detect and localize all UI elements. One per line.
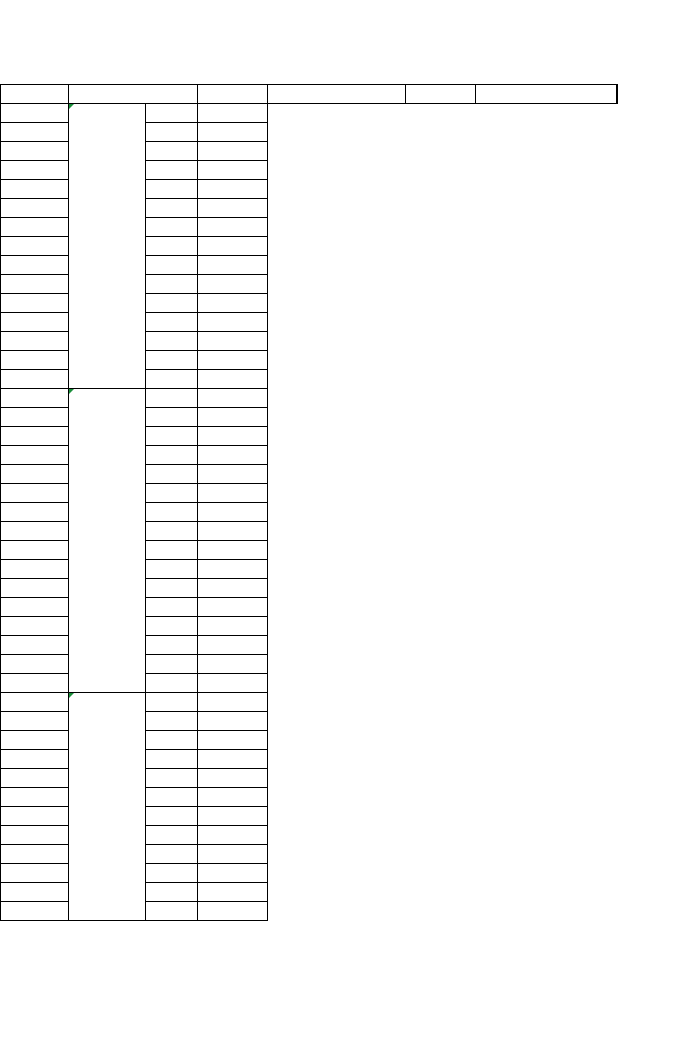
qty-cell — [198, 902, 268, 921]
item-name-cell — [1, 522, 69, 541]
qty-cell — [198, 826, 268, 845]
size-group-cell — [69, 389, 146, 693]
item-name-cell — [1, 541, 69, 560]
stock-table — [0, 84, 618, 921]
qty-cell — [198, 237, 268, 256]
qty-cell — [198, 712, 268, 731]
item-name-cell — [1, 104, 69, 123]
header-qty — [406, 85, 476, 104]
table-header-row — [1, 85, 618, 104]
spec-cell — [146, 902, 198, 921]
item-name-cell — [1, 199, 69, 218]
spec-cell — [146, 332, 198, 351]
qty-cell — [198, 218, 268, 237]
qty-cell — [198, 845, 268, 864]
spec-cell — [146, 408, 198, 427]
item-name-cell — [1, 256, 69, 275]
header-qty — [198, 85, 268, 104]
item-name-cell — [1, 598, 69, 617]
qty-cell — [198, 560, 268, 579]
item-name-cell — [1, 427, 69, 446]
header-name — [1, 85, 69, 104]
qty-cell — [198, 313, 268, 332]
item-name-cell — [1, 275, 69, 294]
item-name-cell — [1, 617, 69, 636]
spec-cell — [146, 389, 198, 408]
spec-cell — [146, 674, 198, 693]
item-name-cell — [1, 142, 69, 161]
header-spec — [268, 85, 406, 104]
spec-cell — [146, 788, 198, 807]
item-name-cell — [1, 161, 69, 180]
item-name-cell — [1, 503, 69, 522]
qty-cell — [198, 484, 268, 503]
spec-cell — [146, 712, 198, 731]
spec-cell — [146, 826, 198, 845]
qty-cell — [198, 503, 268, 522]
qty-cell — [198, 275, 268, 294]
spec-cell — [146, 750, 198, 769]
address-footer — [0, 1022, 680, 1058]
item-name-cell — [1, 351, 69, 370]
item-name-cell — [1, 446, 69, 465]
qty-cell — [198, 427, 268, 446]
qty-cell — [198, 351, 268, 370]
spec-cell — [146, 256, 198, 275]
size-group-cell — [69, 104, 146, 389]
qty-cell — [198, 142, 268, 161]
qty-cell — [198, 674, 268, 693]
spec-cell — [146, 617, 198, 636]
spec-cell — [146, 294, 198, 313]
qty-cell — [198, 370, 268, 389]
spec-cell — [146, 503, 198, 522]
cell-comment-marker — [69, 104, 74, 109]
qty-cell — [198, 199, 268, 218]
spec-cell — [146, 883, 198, 902]
spec-cell — [146, 218, 198, 237]
qty-cell — [198, 161, 268, 180]
item-name-cell — [1, 123, 69, 142]
cell-comment-marker — [69, 693, 74, 698]
header-spec — [69, 85, 198, 104]
qty-cell — [198, 598, 268, 617]
qty-cell — [198, 636, 268, 655]
spec-cell — [146, 199, 198, 218]
qty-cell — [198, 750, 268, 769]
header-qty — [617, 85, 618, 104]
qty-cell — [198, 617, 268, 636]
qty-cell — [198, 807, 268, 826]
qty-cell — [198, 693, 268, 712]
size-group-cell — [69, 693, 146, 921]
item-name-cell — [1, 826, 69, 845]
spec-cell — [146, 142, 198, 161]
item-name-cell — [1, 883, 69, 902]
table-row — [1, 104, 618, 123]
item-name-cell — [1, 731, 69, 750]
page-title — [0, 8, 680, 52]
spec-cell — [146, 123, 198, 142]
item-name-cell — [1, 864, 69, 883]
qty-cell — [198, 389, 268, 408]
qty-cell — [198, 465, 268, 484]
spec-cell — [146, 446, 198, 465]
spec-cell — [146, 541, 198, 560]
spec-cell — [146, 598, 198, 617]
item-name-cell — [1, 313, 69, 332]
qty-cell — [198, 883, 268, 902]
item-name-cell — [1, 370, 69, 389]
cell-comment-marker — [69, 389, 74, 394]
item-name-cell — [1, 655, 69, 674]
item-name-cell — [1, 560, 69, 579]
qty-cell — [198, 522, 268, 541]
item-name-cell — [1, 579, 69, 598]
item-name-cell — [1, 465, 69, 484]
qty-cell — [198, 123, 268, 142]
item-name-cell — [1, 636, 69, 655]
spec-cell — [146, 275, 198, 294]
spec-cell — [146, 370, 198, 389]
spec-cell — [146, 522, 198, 541]
spec-cell — [146, 560, 198, 579]
qty-cell — [198, 332, 268, 351]
spec-cell — [146, 845, 198, 864]
item-name-cell — [1, 845, 69, 864]
spec-cell — [146, 484, 198, 503]
qty-cell — [198, 769, 268, 788]
item-name-cell — [1, 237, 69, 256]
spec-cell — [146, 427, 198, 446]
item-name-cell — [1, 389, 69, 408]
spec-cell — [146, 313, 198, 332]
item-name-cell — [1, 807, 69, 826]
spec-cell — [146, 579, 198, 598]
item-name-cell — [1, 769, 69, 788]
header-spec — [476, 85, 617, 104]
item-name-cell — [1, 788, 69, 807]
qty-cell — [198, 294, 268, 313]
spec-cell — [146, 104, 198, 123]
table-row — [1, 389, 618, 408]
qty-cell — [198, 579, 268, 598]
spec-cell — [146, 731, 198, 750]
spec-cell — [146, 769, 198, 788]
item-name-cell — [1, 294, 69, 313]
qty-cell — [198, 788, 268, 807]
qty-cell — [198, 731, 268, 750]
item-name-cell — [1, 180, 69, 199]
spec-cell — [146, 351, 198, 370]
spec-cell — [146, 161, 198, 180]
table-row — [1, 693, 618, 712]
spec-cell — [146, 180, 198, 199]
item-name-cell — [1, 693, 69, 712]
item-name-cell — [1, 332, 69, 351]
spec-cell — [146, 655, 198, 674]
item-name-cell — [1, 218, 69, 237]
item-name-cell — [1, 674, 69, 693]
qty-cell — [198, 180, 268, 199]
item-name-cell — [1, 484, 69, 503]
item-name-cell — [1, 750, 69, 769]
item-name-cell — [1, 408, 69, 427]
qty-cell — [198, 446, 268, 465]
item-name-cell — [1, 712, 69, 731]
spec-cell — [146, 237, 198, 256]
qty-cell — [198, 408, 268, 427]
qty-cell — [198, 864, 268, 883]
spec-cell — [146, 807, 198, 826]
item-name-cell — [1, 902, 69, 921]
qty-cell — [198, 541, 268, 560]
spec-cell — [146, 693, 198, 712]
qty-cell — [198, 655, 268, 674]
spec-cell — [146, 864, 198, 883]
qty-cell — [198, 256, 268, 275]
qty-cell — [198, 104, 268, 123]
spec-cell — [146, 465, 198, 484]
spec-cell — [146, 636, 198, 655]
